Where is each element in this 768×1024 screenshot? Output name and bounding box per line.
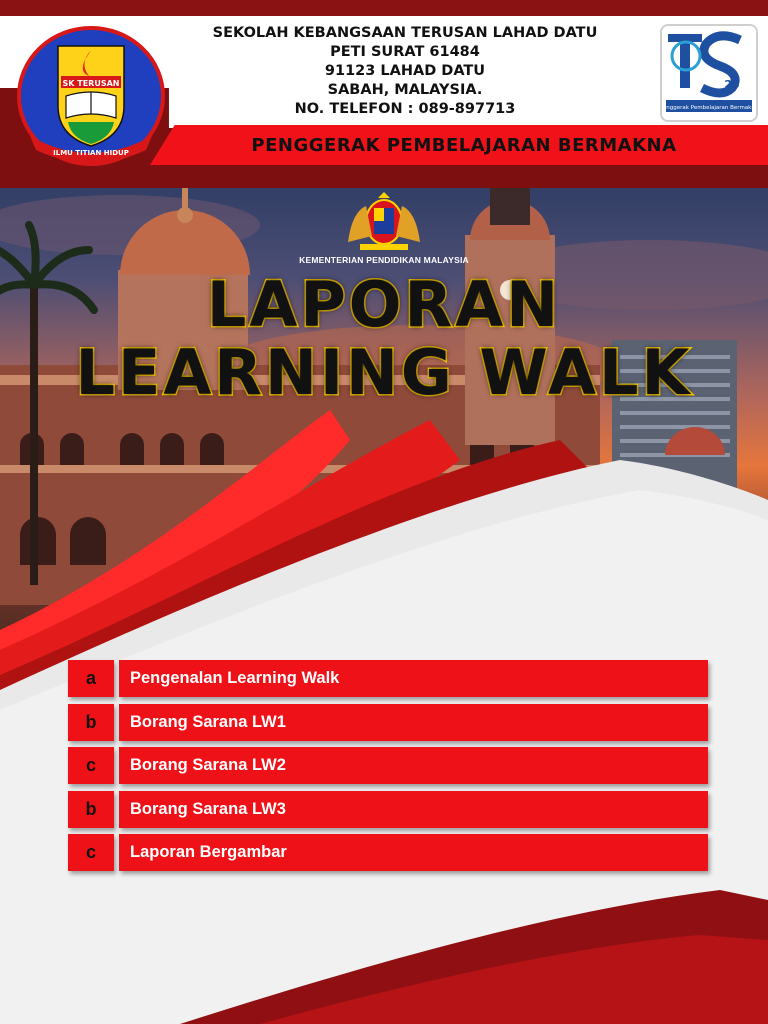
menu-item-letter: b	[68, 791, 114, 828]
menu-item-letter: c	[68, 834, 114, 871]
menu-item-borang-lw1[interactable]	[68, 704, 708, 741]
school-logo-text: SK TERUSAN	[62, 79, 120, 88]
school-logo-ribbon: ILMU TITIAN HIDUP	[53, 149, 129, 157]
menu-item-label: Borang Sarana LW3	[119, 791, 708, 828]
menu-item-label: Pengenalan Learning Walk	[119, 660, 708, 697]
telephone: NO. TELEFON : 089-897713	[294, 101, 516, 117]
postcode-city: 91123 LAHAD DATU	[324, 63, 486, 79]
menu-item-letter: a	[68, 660, 114, 697]
ts25-logo-icon	[662, 26, 756, 120]
menu-item-label: Borang Sarana LW1	[119, 704, 708, 741]
report-title-line-1: LAPORAN	[206, 268, 562, 341]
menu-item-letter: b	[68, 704, 114, 741]
ts25-number: 25	[724, 78, 740, 91]
menu-item-label: Borang Sarana LW2	[119, 747, 708, 784]
ts25-logo	[660, 24, 758, 122]
state-country: SABAH, MALAYSIA.	[327, 82, 483, 98]
menu-item-borang-lw2[interactable]	[68, 747, 708, 784]
school-slogan: PENGGERAK PEMBELAJARAN BERMAKNA	[251, 134, 677, 156]
header-top-bar	[0, 0, 768, 16]
ministry-name: KEMENTERIAN PENDIDIKAN MALAYSIA	[299, 255, 469, 265]
menu-item-letter: c	[68, 747, 114, 784]
contents-menu	[68, 660, 708, 878]
report-title-line-2: LEARNING WALK	[75, 336, 693, 409]
menu-item-pengenalan[interactable]	[68, 660, 708, 697]
ministry-crest-icon	[340, 192, 428, 252]
po-box: PETI SURAT 61484	[330, 44, 480, 60]
school-name: SEKOLAH KEBANGSAAN TERUSAN LAHAD DATU	[212, 25, 598, 41]
menu-item-laporan-bergambar[interactable]	[68, 834, 708, 871]
school-address	[160, 24, 650, 119]
ts25-caption: Penggerak Pembelajaran Bermakna	[662, 105, 756, 111]
menu-item-label: Laporan Bergambar	[119, 834, 708, 871]
school-logo-icon	[16, 26, 166, 168]
menu-item-borang-lw3[interactable]	[68, 791, 708, 828]
